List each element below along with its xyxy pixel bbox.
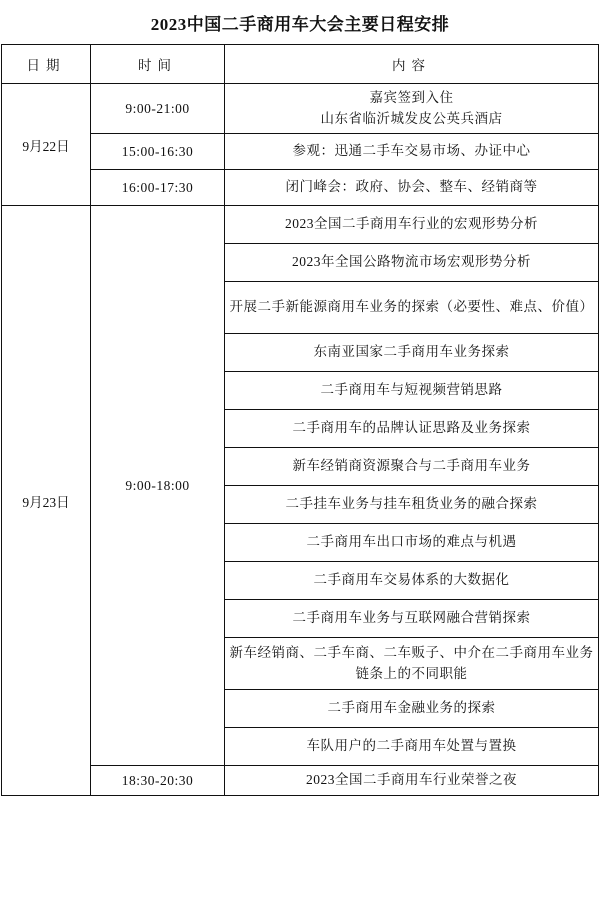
content-cell: 车队用户的二手商用车处置与置换 xyxy=(225,728,599,766)
column-header-time: 时间 xyxy=(91,45,225,84)
content-cell: 二手商用车与短视频营销思路 xyxy=(225,372,599,410)
table-row xyxy=(2,206,599,244)
time-cell: 9:00-21:00 xyxy=(91,84,225,134)
time-cell: 15:00-16:30 xyxy=(91,134,225,170)
table-row xyxy=(2,766,599,796)
content-line: 嘉宾签到入住 xyxy=(369,89,454,105)
table-body xyxy=(2,84,599,796)
content-cell: 2023全国二手商用车行业的宏观形势分析 xyxy=(225,206,599,244)
column-header-date: 日期 xyxy=(2,45,91,84)
time-cell: 18:30-20:30 xyxy=(91,766,225,796)
column-header-content: 内容 xyxy=(225,45,599,84)
content-cell: 二手商用车业务与互联网融合营销探索 xyxy=(225,600,599,638)
schedule-table xyxy=(1,44,599,796)
table-header xyxy=(2,45,599,84)
time-cell-main: 9:00-18:00 xyxy=(91,206,225,766)
content-cell: 二手商用车的品牌认证思路及业务探索 xyxy=(225,410,599,448)
content-cell: 2023年全国公路物流市场宏观形势分析 xyxy=(225,244,599,282)
date-cell-day1: 9月22日 xyxy=(2,84,91,206)
content-cell: 2023全国二手商用车行业荣誉之夜 xyxy=(225,766,599,796)
content-cell: 参观：迅通二手车交易市场、办证中心 xyxy=(225,134,599,170)
content-cell: 东南亚国家二手商用车业务探索 xyxy=(225,334,599,372)
content-line: 山东省临沂城发皮公英兵酒店 xyxy=(320,110,503,126)
date-cell-day2: 9月23日 xyxy=(2,206,91,796)
table-row xyxy=(2,84,599,134)
content-cell: 开展二手新能源商用车业务的探索（必要性、难点、价值） xyxy=(225,282,599,334)
content-cell: 新车经销商、二手车商、二车贩子、中介在二手商用车业务链条上的不同职能 xyxy=(225,638,599,690)
table-row xyxy=(2,170,599,206)
content-cell: 二手挂车业务与挂车租货业务的融合探索 xyxy=(225,486,599,524)
content-cell: 二手商用车金融业务的探索 xyxy=(225,690,599,728)
page-title: 2023中国二手商用车大会主要日程安排 xyxy=(150,15,450,34)
table-header-row xyxy=(2,45,599,84)
content-cell xyxy=(225,84,599,134)
table-row xyxy=(2,134,599,170)
content-cell: 二手商用车交易体系的大数据化 xyxy=(225,562,599,600)
time-cell: 16:00-17:30 xyxy=(91,170,225,206)
content-cell: 新车经销商资源聚合与二手商用车业务 xyxy=(225,448,599,486)
content-cell: 二手商用车出口市场的难点与机遇 xyxy=(225,524,599,562)
content-cell: 闭门峰会：政府、协会、整车、经销商等 xyxy=(225,170,599,206)
